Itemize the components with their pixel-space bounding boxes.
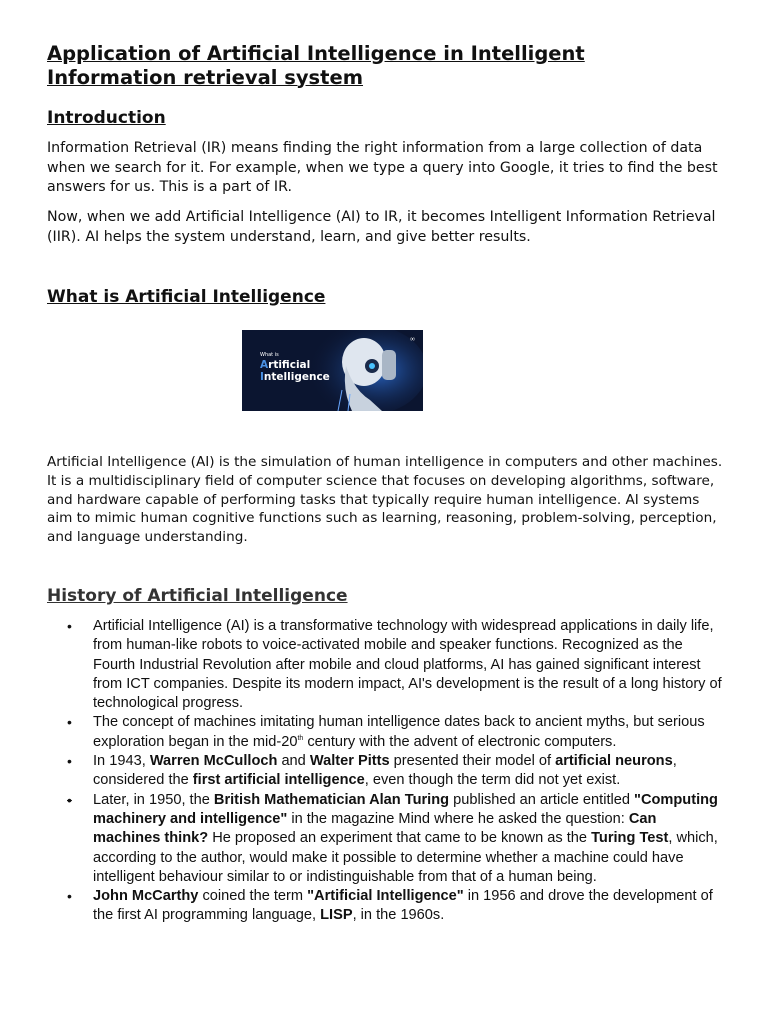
image-line-intelligence: Intelligence xyxy=(260,371,330,383)
history-bullet-1: • Artificial Intelligence (AI) is a transformative technology with widespread applications in daily life, from human-like robots to voice-activated mobile and speaker functions. Recognized as the Fourth Industrial Revolution after mobile and cloud platforms, AI has gained significant interest from ICT companies. Despite its modern impact, AI's development is the result of a long history of technological progress. xyxy=(67,618,722,712)
history-bullet-2: • The concept of machines imitating human intelligence dates back to ancient myths, but serious exploration began in the mid-20th century with the advent of electronic computers. xyxy=(67,714,705,750)
bullet-icon: • xyxy=(67,618,72,634)
bullet-icon: • xyxy=(67,888,72,905)
bullet-icon: • xyxy=(67,791,72,808)
introduction-paragraph-1: Information Retrieval (IR) means finding the right information from a large collection of data when we search for it. For example, when we type a query into Google, it tries to find the best answers for us. This is a part of IR. xyxy=(47,140,718,195)
history-bullet-3: • In 1943, Warren McCulloch and Walter Pitts presented their model of artificial neurons, considered the first artificial intelligence, even though the term did not yet exist. xyxy=(67,753,677,789)
what-is-ai-image xyxy=(242,330,423,411)
what-is-ai-heading: What is Artificial Intelligence xyxy=(47,287,326,307)
history-bullet-4: • Later, in 1950, the British Mathematician Alan Turing published an article entitled "Computing machinery and intelligence" in the magazine Mind where he asked the question: Can machines think? He proposed an experiment that came to be known as the Turing Test, which, according to the author, would make it possible to determine whether a machine could have intelligent behaviour similar to or indistinguishable from that of a human being. xyxy=(67,791,718,885)
infinity-logo-icon: ∞ xyxy=(410,335,415,343)
document-title: Application of Artificial Intelligence in Intelligent Information retrieval system xyxy=(47,42,585,89)
image-small-text: What is xyxy=(260,352,279,358)
history-bullet-list xyxy=(47,617,727,926)
what-is-ai-paragraph: Artificial Intelligence (AI) is the simulation of human intelligence in computers and other machines. It is a multidisciplinary field of computer science that focuses on developing algorithms, software, and hardware capable of performing tasks that typically require human intelligence. AI systems aim to mimic human cognitive functions such as learning, reasoning, problem-solving, perception, and language understanding. xyxy=(47,454,723,546)
introduction-paragraph-2: Now, when we add Artificial Intelligence (AI) to IR, it becomes Intelligent Information Retrieval (IIR). AI helps the system understand, learn, and give better results. xyxy=(47,209,716,245)
history-bullet-5: • John McCarthy coined the term "Artificial Intelligence" in 1956 and drove the development of the first AI programming language, LISP, in the 1960s. xyxy=(67,888,713,924)
introduction-heading: Introduction xyxy=(47,108,166,128)
bullet-icon: • xyxy=(67,714,72,731)
image-line-artificial: Artificial xyxy=(260,359,311,371)
image-caption xyxy=(260,352,330,383)
bullet-icon: • xyxy=(67,753,72,770)
history-heading: History of Artificial Intelligence xyxy=(47,586,348,606)
